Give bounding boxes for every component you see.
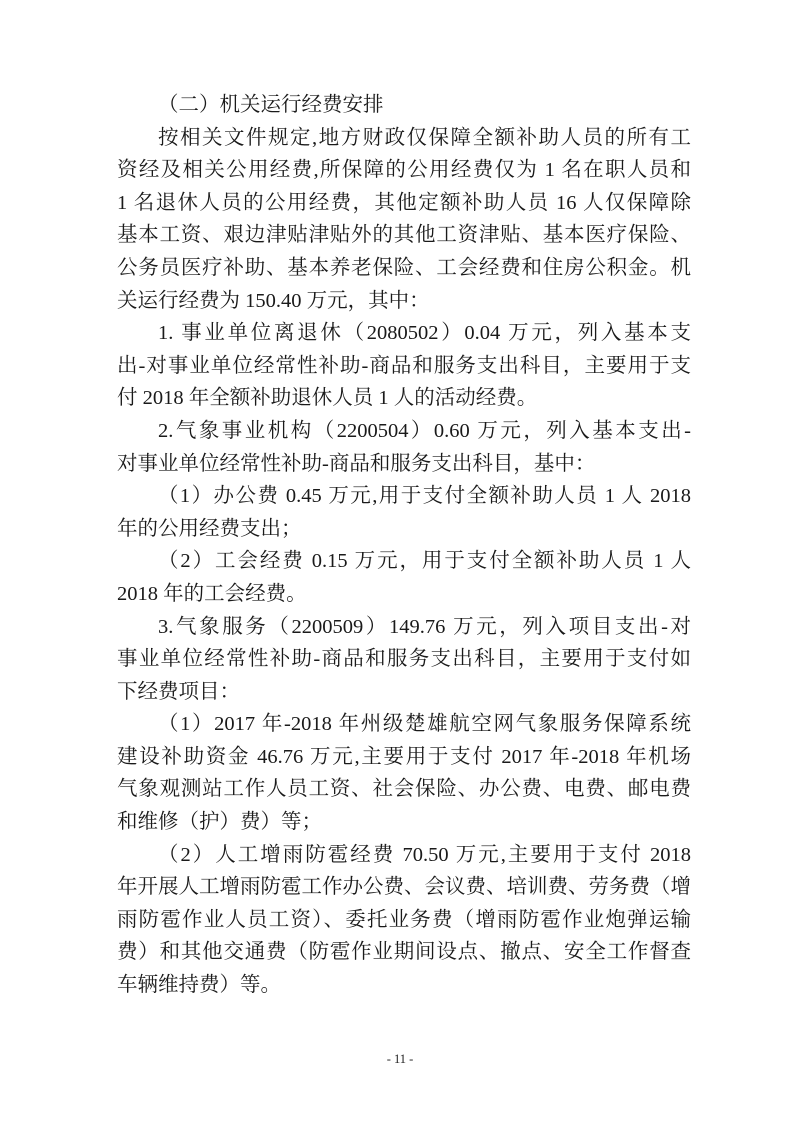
text-line: 关运行经费为 150.40 万元，其中：	[117, 289, 430, 312]
text-line: 年开展人工增雨防雹工作办公费、会议费、培训费、劳务费（增	[117, 876, 691, 899]
text-line: 对事业单位经常性补助-商品和服务支出科目，基中：	[117, 452, 596, 475]
text-line: （2）人工增雨防雹经费 70.50 万元,主要用于支付 2018	[158, 843, 691, 866]
text-line: 建设补助资金 46.76 万元,主要用于支付 2017 年-2018 年机场	[117, 745, 691, 768]
text-line: 公务员医疗补助、基本养老保险、工会经费和住房公积金。机	[117, 256, 691, 279]
text-line: 付 2018 年全额补助退休人员 1 人的活动经费。	[117, 387, 538, 410]
text-line: 基本工资、艰边津贴津贴外的其他工资津贴、基本医疗保险、	[117, 224, 691, 247]
text-line: 按相关文件规定,地方财政仅保障全额补助人员的所有工	[158, 126, 691, 149]
page-number: - 11 -	[386, 1052, 414, 1066]
text-line: 下经费项目：	[117, 680, 240, 703]
text-line: 气象观测站工作人员工资、社会保险、办公费、电费、邮电费	[117, 778, 691, 801]
paragraph-item-3-sub-2	[117, 839, 691, 1002]
text-line: （2）工会经费 0.15 万元，用于支付全额补助人员 1 人	[158, 550, 691, 573]
text-line: 1. 事业单位离退休（2080502）0.04 万元，列入基本支	[158, 322, 691, 345]
text-line: （1）2017 年-2018 年州级楚雄航空网气象服务保障系统	[158, 713, 691, 736]
paragraph-item-2	[117, 415, 691, 480]
text-line: 车辆维持费）等。	[117, 974, 281, 997]
document-body	[117, 89, 691, 1002]
paragraph-item-3	[117, 611, 691, 709]
paragraph-item-3-sub-1	[117, 708, 691, 838]
text-line: 费）和其他交通费（防雹作业期间设点、撤点、安全工作督查	[117, 941, 691, 964]
text-line: （1）办公费 0.45 万元,用于支付全额补助人员 1 人 2018	[158, 485, 691, 508]
text-line: 资经及相关公用经费,所保障的公用经费仅为 1 名在职人员和	[117, 159, 691, 182]
text-line: 1 名退休人员的公用经费，其他定额补助人员 16 人仅保障除	[117, 191, 691, 214]
text-line: 雨防雹作业人员工资）、委托业务费（增雨防雹作业炮弹运输	[117, 908, 691, 931]
section-heading: （二）机关运行经费安排	[158, 94, 384, 116]
text-line: 事业单位经常性补助-商品和服务支出科目，主要用于支付如	[117, 648, 691, 671]
text-line: 2.气象事业机构（2200504）0.60 万元，列入基本支出-	[158, 419, 691, 442]
paragraph-item-2-sub-1	[117, 480, 691, 545]
text-line: 3.气象服务（2200509）149.76 万元，列入项目支出-对	[158, 615, 691, 638]
text-line: 2018 年的工会经费。	[117, 582, 307, 605]
text-line: 出-对事业单位经常性补助-商品和服务支出科目，主要用于支	[117, 354, 691, 377]
text-line: 和维修（护）费）等；	[117, 811, 322, 834]
text-line: 年的公用经费支出；	[117, 517, 302, 540]
paragraph-item-2-sub-2	[117, 545, 691, 610]
paragraph-funding-basis	[117, 122, 691, 318]
paragraph-item-1	[117, 317, 691, 415]
